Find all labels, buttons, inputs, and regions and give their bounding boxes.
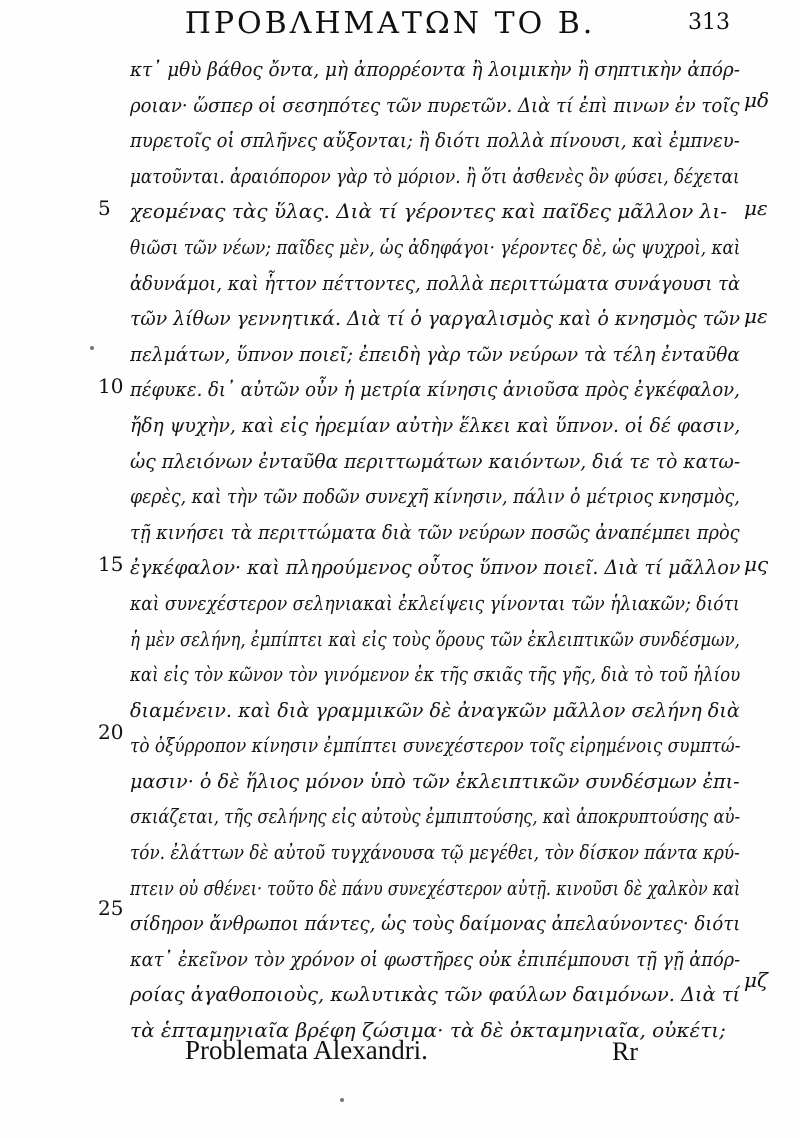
text-line-content: μασιν· ὁ δὲ ἥλιος μόνον ὑπὸ τῶν ἐκλειπτικῶν συνδέσμων ἐπι- [130,768,740,793]
line-number-25: 25 [98,896,124,920]
text-line-content: ροιαν· ὥσπερ οἱ σεσηπότες τῶν πυρετῶν. Διὰ τί ἐπὶ πινων ἐν τοῖς [130,92,740,117]
text-line [130,408,740,444]
text-line-content: πελμάτων, ὕπνον ποιεῖ; ἐπειδὴ γὰρ τῶν νεύρων τὰ τέλη ἐνταῦθα [130,341,740,366]
text-line [130,622,740,658]
line-number-20: 20 [98,720,124,744]
text-line-content: ἐγκέφαλον· καὶ πληρούμενος οὗτος ὕπνον ποιεῖ. Διὰ τί μᾶλλον [130,555,740,580]
text-line-content: σκιάζεται, τῆς σελήνης εἰς αὐτοὺς ἐμπιπτούσης, καὶ ἀποκρυπτούσης αὐ- [130,804,740,829]
text-line-content: θιῶσι τῶν νέων; παῖδες μὲν, ὡς ἀδηφάγοι· γέροντες δὲ, ὡς ψυχροὶ, καὶ [130,234,740,259]
text-line-content: πυρετοῖς οἱ σπλῆνες αὔξονται; ἢ διότι πολλὰ πίνουσι, καὶ ἐμπνευ- [130,128,740,153]
text-line-content: πτειν οὐ σθένει· τοῦτο δὲ πάνυ συνεχέστερον αὐτῇ. κινοῦσι δὲ χαλκὸν καὶ [130,875,740,900]
text-line [130,159,740,195]
text-line [130,657,740,693]
text-line [130,835,740,871]
line-number-10: 10 [98,374,124,398]
text-line [130,301,740,337]
text-line [130,194,740,230]
text-line [130,337,740,373]
text-line [130,871,740,907]
text-line-content: τῇ κινήσει τὰ περιττώματα διὰ τῶν νεύρων ποσῶς ἀναπέμπει πρὸς [130,519,740,544]
text-line [130,764,740,800]
running-head: ΠΡΟΒΛΗΜΑΤΩΝ ΤΟ Β. [184,6,596,41]
text-line-content: ἀδυνάμοι, καὶ ἧττον πέττοντες, πολλὰ περιττώματα συνάγουσι τὰ [130,270,740,295]
line-number-15: 15 [98,552,124,576]
footer-title: Problemata Alexandri. [185,1035,428,1065]
text-line [130,693,740,729]
text-line-content: ροίας ἀγαθοποιοὺς, κωλυτικὰς τῶν φαύλων δαιμόνων. Διὰ τί [130,982,740,1007]
signature-mark: Rr [612,1037,638,1066]
text-line-content: ἡ μὲν σελήνη, ἐμπίπτει καὶ εἰς τοὺς ὅρους τῶν ἐκλειπτικῶν συνδέσμων, [130,626,740,651]
text-line [130,728,740,764]
text-line [130,123,740,159]
line-number-5: 5 [98,196,111,220]
text-line [130,372,740,408]
margin-note-problem-45: με [744,196,768,220]
text-line-content: ὡς πλειόνων ἐνταῦθα περιττωμάτων καιόντων, διά τε τὸ κατω- [130,448,740,473]
text-line-content: ματοῦνται. ἀραιόπορον γὰρ τὸ μόριον. ἢ ὅτι ἀσθενὲς ὂν φύσει, δέχεται [130,163,740,188]
text-line-content: φερὲς, καὶ τὴν τῶν ποδῶν συνεχῆ κίνησιν, πάλιν ὁ μέτριος κνησμὸς, [130,484,740,509]
text-line-content: πέφυκε. δι᾽ αὐτῶν οὖν ἡ μετρία κίνησις ἀνιοῦσα πρὸς ἐγκέφαλον, [130,377,740,402]
text-line [130,88,740,124]
text-line [130,230,740,266]
text-line-content: κτ᾽ μθὺ βάθος ὄντα, μὴ ἀπορρέοντα ἢ λοιμικὴν ἢ σηπτικὴν ἀπόρ- [130,57,740,81]
text-line-content: κατ᾽ ἐκεῖνον τὸν χρόνον οἱ φωστῆρες οὐκ ἐπιπέμπουσι τῇ γῇ ἀπόρ- [130,946,740,971]
text-line [130,799,740,835]
margin-note-problem-47: μς [744,552,769,576]
text-line [130,942,740,978]
text-line [130,444,740,480]
text-line-content: τὸ ὀξύρροπον κίνησιν ἐμπίπτει συνεχέστερον τοῖς εἰρημένοις συμπτώ- [130,733,740,758]
text-line [130,586,740,622]
text-line [130,515,740,551]
margin-note-problem-46: με [744,304,768,328]
text-line-content: καὶ εἰς τὸν κῶνον τὸν γινόμενον ἐκ τῆς σκιᾶς τῆς γῆς, διὰ τὸ τοῦ ἡλίου [130,662,740,687]
margin-note-problem-44: μδ [744,88,770,112]
page-number: 313 [688,10,730,35]
text-line-content: ἤδη ψυχὴν, καὶ εἰς ἠρεμίαν αὐτὴν ἕλκει καὶ ὕπνον. οἱ δέ φασιν, [130,412,740,437]
text-line-content: διαμένειν. καὶ διὰ γραμμικῶν δὲ ἀναγκῶν μᾶλλον σελήνη διὰ [130,697,740,722]
ink-speck [90,346,94,350]
text-line-content: τῶν λίθων γεννητικά. Διὰ τί ὁ γαργαλισμὸς καὶ ὁ κνησμὸς τῶν [130,306,740,331]
text-line [130,52,740,88]
text-line-content: καὶ συνεχέστερον σεληνιακαὶ ἐκλείψεις γίνονται τῶν ἡλιακῶν; διότι [130,590,740,615]
text-line [130,266,740,302]
text-line-content: χεομένας τὰς ὕλας. Διὰ τί γέροντες καὶ παῖδες μᾶλλον λι- [130,199,727,224]
text-line [130,906,740,942]
text-line [130,550,740,586]
margin-note-problem-48: μζ [744,968,768,992]
text-line-content: σίδηρον ἄνθρωποι πάντες, ὡς τοὺς δαίμονας ἀπελαύνοντες· διότι [130,911,740,936]
greek-text-block [130,52,740,1049]
text-line [130,479,740,515]
text-line [130,977,740,1013]
text-line-content: τὰ ἑπταμηνιαῖα βρέφη ζώσιμα· τὰ δὲ ὀκταμηνιαῖα, οὐκέτι; [130,1018,726,1043]
text-line-content: τόν. ἐλάττων δὲ αὐτοῦ τυγχάνουσα τῷ μεγέθει, τὸν δίσκον πάντα κρύ- [130,840,740,865]
ink-speck [340,1098,344,1102]
